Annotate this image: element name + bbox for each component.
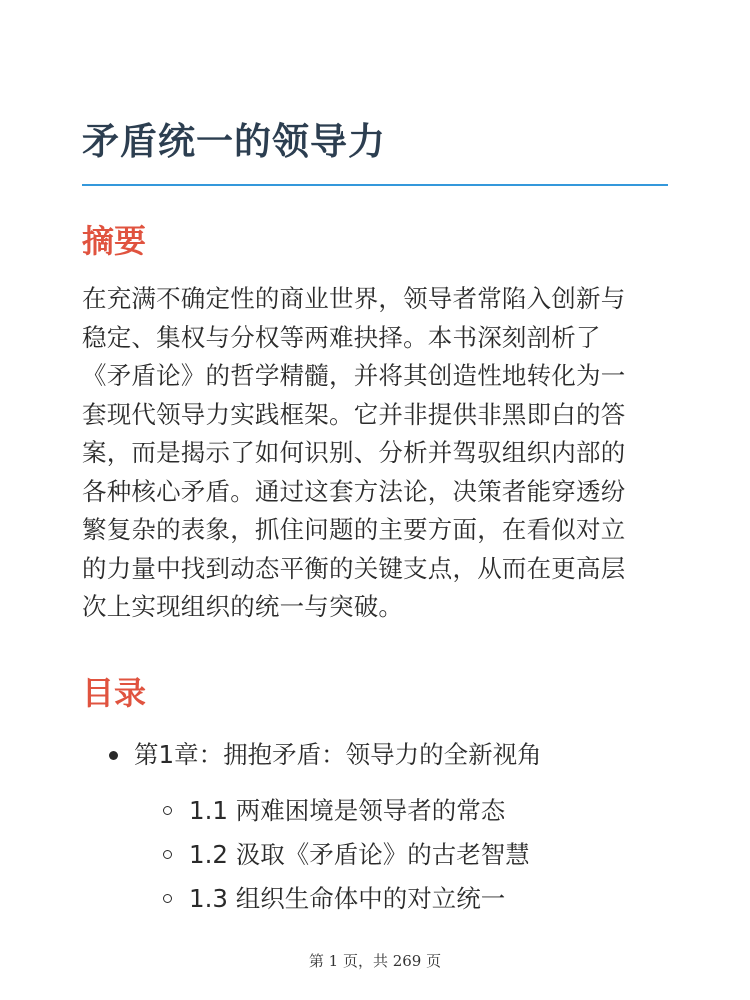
document-title: 矛盾统一的领导力 [82,120,386,163]
toc-section-item [134,833,672,877]
toc-chapter-item [82,735,672,921]
toc-section-label: 1.3 组织生命体中的对立统一 [189,884,506,913]
title-divider [82,184,668,186]
hollow-bullet-icon [163,894,172,903]
toc-section-item [134,877,672,921]
abstract-heading: 摘要 [82,222,147,260]
toc-section-label: 1.2 汲取《矛盾论》的古老智慧 [189,840,530,869]
abstract-line: 次上实现组织的统一与突破。 [82,592,404,621]
abstract-line: 的力量中找到动态平衡的关键支点，从而在更高层 [82,553,626,583]
toc-heading: 目录 [82,674,147,712]
table-of-contents [82,735,672,921]
abstract-line: 在充满不确定性的商业世界，领导者常陷入创新与 [82,284,626,313]
hollow-bullet-icon [163,850,172,859]
toc-section-item [134,789,672,833]
filled-bullet-icon [109,751,118,760]
abstract-line: 繁复杂的表象，抓住问题的主要方面，在看似对立 [82,515,626,544]
toc-section-list [134,789,672,921]
abstract-line: 套现代领导力实践框架。它并非提供非黑即白的答 [82,399,626,429]
abstract-line: 各种核心矛盾。通过这套方法论，决策者能穿透纷 [82,476,626,506]
abstract-line: 《矛盾论》的哲学精髓，并将其创造性地转化为一 [82,361,626,390]
toc-section-label: 1.1 两难困境是领导者的常态 [189,796,506,825]
page-footer: 第 1 页，共 269 页 [308,952,442,970]
hollow-bullet-icon [163,806,172,815]
abstract-line: 稳定、集权与分权等两难抉择。本书深刻剖析了 [82,322,601,352]
abstract-line: 案，而是揭示了如何识别、分析并驾驭组织内部的 [82,438,626,467]
abstract-body [82,280,682,627]
toc-chapter-label: 第1章：拥抱矛盾：领导力的全新视角 [134,740,542,769]
